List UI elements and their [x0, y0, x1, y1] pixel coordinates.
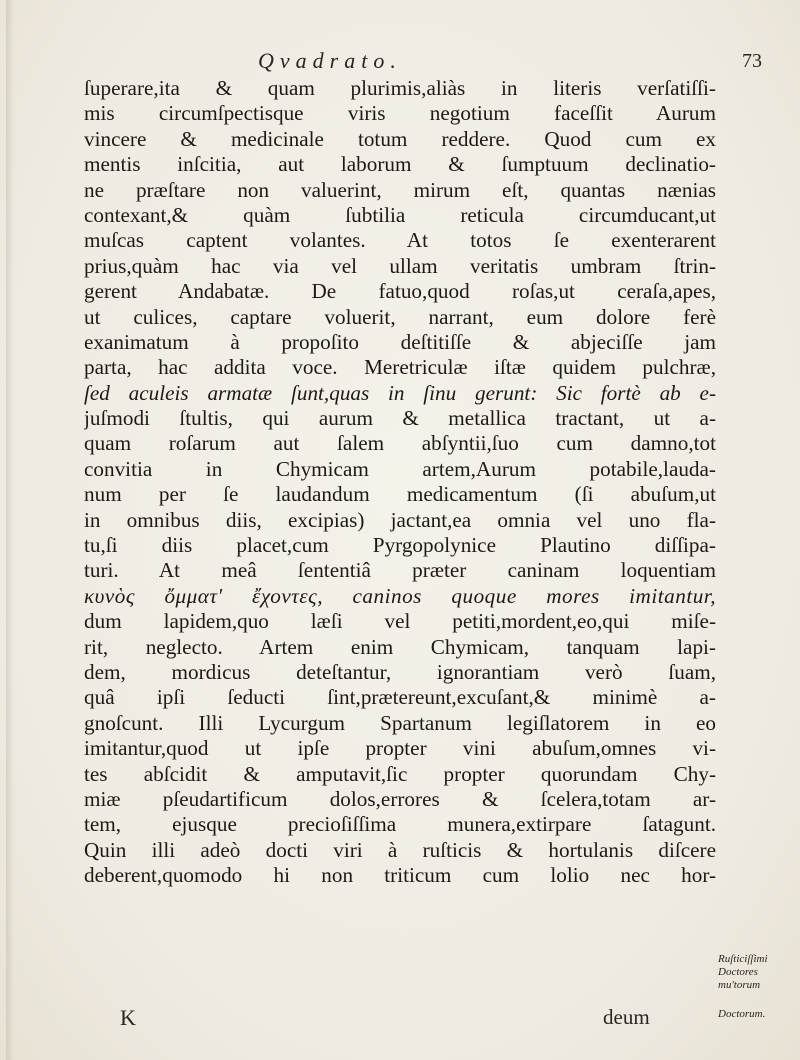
text-line-italic: ſed aculeis armatæ ſunt,quas in ſinu gerunt: Sic fortè ab e- — [84, 380, 716, 405]
text-line-greek: κυνὸς ὄμματ' ἔχοντες, caninos quoque mores imitantur, — [84, 583, 716, 608]
marginal-note-line: mu'torum — [718, 979, 761, 991]
marginal-note-line: Doctores — [718, 966, 758, 978]
text-line: prius,quàm hac via vel ullam veritatis umbram ſtrin- — [84, 253, 716, 278]
text-line: mentis inſcitia, aut laborum & ſumptuum declinatio- — [84, 152, 716, 177]
catchword-marginal: Doctorum. — [718, 1008, 766, 1020]
running-title: Qvadrato. — [258, 48, 402, 73]
text-line: rit, neglecto. Artem enim Chymicam, tanquam lapi- — [84, 634, 716, 659]
text-line: ſuperare,ita & quam plurimis,aliàs in literis verſatiſſi- — [84, 76, 716, 100]
page-number: 73 — [742, 50, 762, 72]
text-line: tem, ejusque precioſiſſima munera,extirpare ſatagunt. — [84, 812, 716, 837]
catchword: deum — [603, 1005, 650, 1029]
text-line: mis circumſpectisque viris negotium faceſſit Aurum — [84, 101, 716, 126]
text-line: contexant,& quàm ſubtilia reticula circumducant,ut — [84, 202, 716, 227]
text-line: in omnibus diis, excipias) jactant,ea omnia vel uno fla- — [84, 507, 716, 532]
text-line: deberent,quomodo hi non triticum cum lolio nec hor- — [84, 863, 716, 888]
marginal-note-line: Ruſticiſſimi — [718, 953, 768, 965]
text-line: imitantur,quod ut ipſe propter vini abuſum,omnes vi- — [84, 736, 716, 761]
text-line: tu,ſi diis placet,cum Pyrgopolynice Plautino diſſipa- — [84, 533, 716, 558]
text-line: parta, hac addita voce. Meretriculæ iſtæ quidem pulchræ, — [84, 355, 716, 380]
text-line: dem, mordicus deteſtantur, ignorantiam verò ſuam, — [84, 659, 716, 684]
text-line: quâ ipſi ſeducti ſint,prætereunt,excuſant,& minimè a- — [84, 685, 716, 710]
text-line: ne præſtare non valuerint, mirum eſt, quantas nænias — [84, 177, 716, 202]
text-line: exanimatum à propoſito deſtitiſſe & abjeciſſe jam — [84, 329, 716, 354]
text-line: gnoſcunt. Illi Lycurgum Spartanum legiſlatorem in eo — [84, 710, 716, 735]
text-line: ut culices, captare voluerit, narrant, eum dolore ferè — [84, 304, 716, 329]
text-line: tes abſcidit & amputavit,ſic propter quorundam Chy- — [84, 761, 716, 786]
text-line: turi. At meâ ſententiâ præter caninam loquentiam — [84, 558, 716, 583]
text-line: num per ſe laudandum medicamentum (ſi abuſum,ut — [84, 482, 716, 507]
text-line: quam roſarum aut ſalem abſyntii,ſuo cum damno,tot — [84, 431, 716, 456]
page-header — [0, 42, 800, 76]
text-line: vincere & medicinale totum reddere. Quod cum ex — [84, 126, 716, 151]
text-line: gerent Andabatæ. De fatuo,quod roſas,ut ceraſa,apes, — [84, 279, 716, 304]
text-line: muſcas captent volantes. At totos ſe exenterarent — [84, 228, 716, 253]
text-line: dum lapidem,quo læſi vel petiti,mordent,eo,qui miſe- — [84, 609, 716, 634]
text-line: juſmodi ſtultis, qui aurum & metallica tractant, ut a- — [84, 406, 716, 431]
body-text — [84, 76, 716, 889]
marginal-note — [718, 953, 798, 992]
binding-shadow — [6, 0, 14, 1060]
text-line: miæ pſeudartificum dolos,errores & ſcelera,totam ar- — [84, 786, 716, 811]
text-line: convitia in Chymicam artem,Aurum potabile,lauda- — [84, 456, 716, 481]
text-line: Quin illi adeò docti viri à ruſticis & hortulanis diſcere — [84, 837, 716, 862]
signature-mark: K — [120, 1005, 136, 1030]
